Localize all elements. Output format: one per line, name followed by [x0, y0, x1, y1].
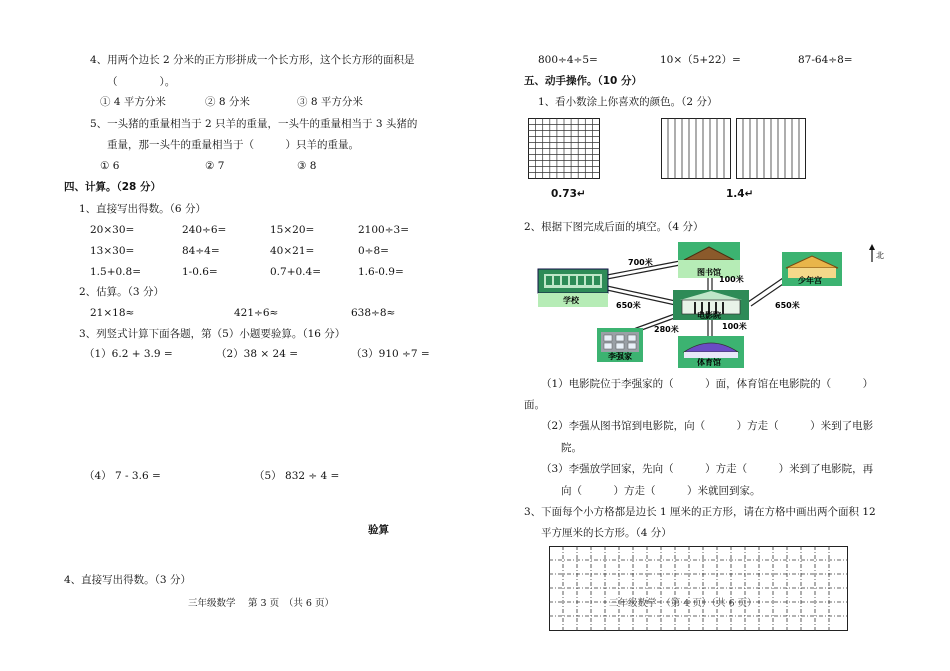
label-gym: 体育馆	[697, 358, 721, 367]
q4-option-1[interactable]: ① 4 平方分米	[100, 96, 166, 108]
calc-item: 87-64÷8=	[798, 54, 853, 66]
vertical-calc-item: （5） 832 ÷ 4 =	[254, 470, 340, 482]
vertical-calc-item: （4） 7 - 3.6 =	[84, 470, 161, 482]
estimate-item: 638÷8≈	[351, 307, 396, 319]
dist-school-library: 700米	[628, 258, 653, 267]
hundred-grid[interactable]	[528, 118, 600, 179]
calc-item: 0.7+0.4=	[270, 266, 321, 278]
dist-cinema-gym: 100米	[722, 322, 747, 331]
vertical-calc-item: （2）38 × 24 =	[216, 348, 299, 360]
vertical-calc-item: （1）6.2 + 3.9 =	[84, 348, 173, 360]
calc-item: 84÷4=	[182, 245, 220, 257]
north-label: 北	[876, 251, 884, 260]
cm-grid[interactable]	[549, 546, 849, 632]
estimate-item: 21×18≈	[90, 307, 135, 319]
q5-option-3[interactable]: ③ 8	[297, 160, 317, 172]
q5-option-1[interactable]: ① 6	[100, 160, 120, 172]
decimal-label-a: 0.73↵	[551, 188, 586, 200]
dist-library-cinema: 100米	[719, 275, 744, 284]
calc-item: 15×20=	[270, 224, 315, 236]
section5-title: 五、动手操作。（10 分）	[524, 75, 643, 87]
vertical-calc-item: （3）910 ÷7 =	[351, 348, 430, 360]
fill-3a: （3）李强放学回家，先向（ ）方走（ ）米到了电影院，再	[541, 463, 874, 475]
calc-item: 1.6-0.9=	[358, 266, 404, 278]
map-task-title: 2、根据下图完成后面的填空。（4 分）	[524, 221, 704, 233]
decimal-label-b: 1.4↵	[726, 188, 754, 200]
draw-task-line2: 平方厘米的长方形。（4 分）	[541, 527, 672, 539]
dist-school-cinema: 650米	[616, 301, 641, 310]
q5-line1: 5、一头猪的重量相当于 2 只羊的重量，一头牛的重量相当于 3 头猪的	[90, 118, 418, 130]
fill-1a: （1）电影院位于李强家的（ ）面，体育馆在电影院的（ ）	[541, 378, 874, 390]
calc-item: 20×30=	[90, 224, 135, 236]
label-cinema: 电影院	[697, 311, 721, 320]
calc-item: 10×（5+22）=	[660, 54, 741, 66]
label-school: 学校	[563, 296, 579, 305]
color-task-title: 1、看小数涂上你喜欢的颜色。（2 分）	[538, 96, 718, 108]
label-library: 图书馆	[697, 268, 721, 277]
q5-line2: 重量，那一头牛的重量相当于（ ）只羊的重量。	[107, 139, 359, 151]
tenths-strip-2[interactable]	[736, 118, 806, 179]
direction-map	[530, 238, 884, 368]
calc-item: 40×21=	[270, 245, 315, 257]
calc-item: 2100÷3=	[358, 224, 409, 236]
q4-line1: 4、用两个边长 2 分米的正方形拼成一个长方形，这个长方形的面积是	[90, 54, 415, 66]
left-footer: 三年级数学 第 3 页 （共 6 页）	[188, 598, 334, 609]
q4-option-3[interactable]: ③ 8 平方分米	[297, 96, 363, 108]
fill-1b: 面。	[524, 399, 545, 411]
calc-item: 0÷8=	[358, 245, 389, 257]
q4-option-2[interactable]: ② 8 分米	[205, 96, 250, 108]
calc-item: 1-0.6=	[182, 266, 218, 278]
dist-home-cinema: 280米	[654, 325, 679, 334]
q4-line2: （ ）。	[107, 76, 176, 88]
fill-3b: 向（ ）方走（ ）米就回到家。	[561, 485, 761, 497]
fill-2b: 院。	[561, 442, 582, 454]
north-arrow-icon	[869, 244, 875, 262]
label-home: 李强家	[608, 352, 632, 361]
label-palace: 少年宫	[798, 276, 822, 285]
right-footer: 三年级数学 （第 4 页）（共 6 页）	[609, 598, 757, 609]
fill-2a: （2）李强从图书馆到电影院，向（ ）方走（ ）米到了电影	[541, 420, 874, 432]
estimate-item: 421÷6≈	[234, 307, 279, 319]
calc-item: 13×30=	[90, 245, 135, 257]
verify-label: 验算	[368, 524, 389, 536]
vertical-calc-title: 3、列竖式计算下面各题，第（5）小题要验算。（16 分）	[79, 328, 346, 340]
calc1-title: 1、直接写出得数。（6 分）	[79, 203, 206, 215]
tenths-strip-1[interactable]	[661, 118, 731, 179]
section4-title: 四、计算。（28 分）	[64, 181, 162, 193]
estimate-title: 2、估算。（3 分）	[79, 286, 164, 298]
calc-item: 1.5+0.8=	[90, 266, 141, 278]
q5-option-2[interactable]: ② 7	[205, 160, 225, 172]
draw-task-line1: 3、下面每个小方格都是边长 1 厘米的正方形，请在方格中画出两个面积 12	[524, 506, 876, 518]
calc-item: 800÷4÷5=	[538, 54, 598, 66]
calc4-title: 4、直接写出得数。（3 分）	[64, 574, 191, 586]
calc-item: 240÷6=	[182, 224, 227, 236]
dist-cinema-palace: 650米	[775, 301, 800, 310]
